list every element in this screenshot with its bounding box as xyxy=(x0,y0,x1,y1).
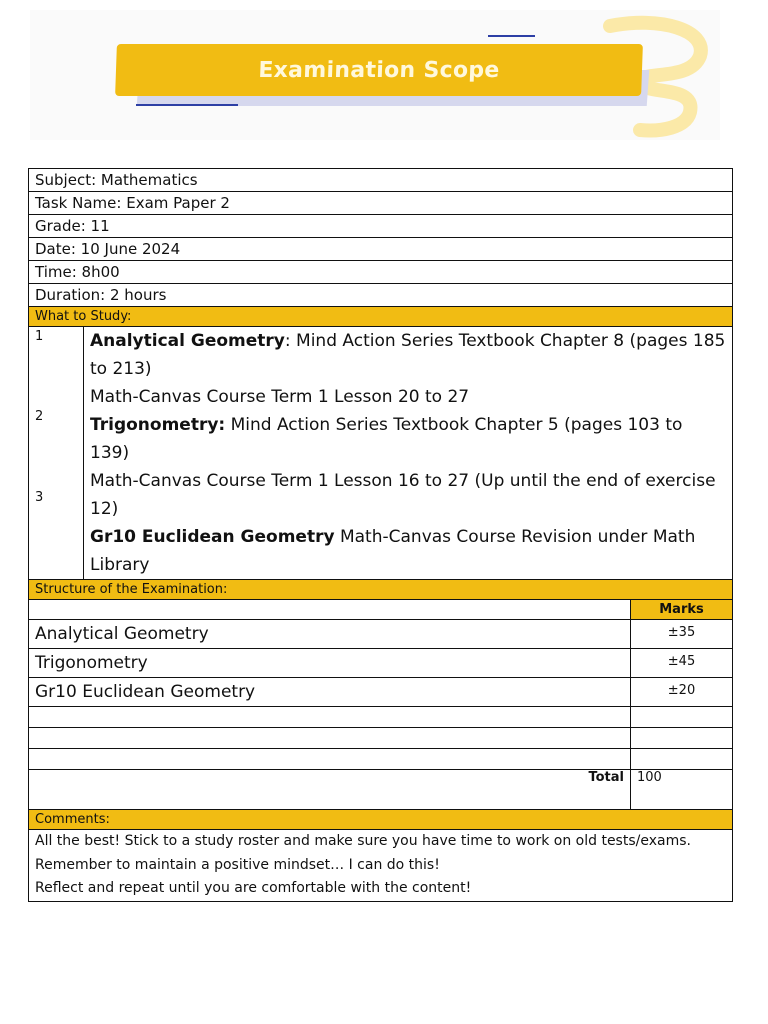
grade-field: Grade: 11 xyxy=(29,215,733,238)
study-numbers xyxy=(29,327,84,580)
empty-row xyxy=(29,707,733,728)
detail-row xyxy=(29,169,733,192)
marks-column-header: Marks xyxy=(631,600,733,620)
total-label: Total xyxy=(29,770,631,810)
exam-scope-table xyxy=(28,168,733,902)
study-detail: Mind Action Series Textbook Chapter 5 (pages 103 to 139) xyxy=(90,415,683,463)
total-row xyxy=(29,770,733,810)
comment-line: Remember to maintain a positive mindset… I can do this! xyxy=(35,856,440,873)
structure-header-blank xyxy=(29,600,631,620)
duration-field: Duration: 2 hours xyxy=(29,284,733,307)
study-item xyxy=(90,411,726,467)
study-number: 2 xyxy=(35,409,44,424)
comments-body xyxy=(29,830,733,902)
total-value: 100 xyxy=(631,770,733,810)
study-heading: What to Study: xyxy=(29,307,733,327)
detail-row xyxy=(29,215,733,238)
table-row xyxy=(29,678,733,707)
detail-row xyxy=(29,261,733,284)
study-separator: : xyxy=(284,331,297,351)
subject-field: Subject: Mathematics xyxy=(29,169,733,192)
task-name-field: Task Name: Exam Paper 2 xyxy=(29,192,733,215)
empty-cell xyxy=(631,707,733,728)
decorative-line xyxy=(136,104,238,106)
title-banner xyxy=(115,44,643,96)
study-number: 1 xyxy=(35,329,44,344)
empty-cell xyxy=(29,707,631,728)
section-name: Trigonometry xyxy=(29,649,631,678)
section-name: Gr10 Euclidean Geometry xyxy=(29,678,631,707)
page-title: Examination Scope xyxy=(257,57,501,83)
study-topic: Analytical Geometry xyxy=(90,331,285,351)
comment-line: All the best! Stick to a study roster and make sure you have time to work on old tests/exams. xyxy=(35,833,691,849)
study-item xyxy=(90,327,726,383)
study-number: 3 xyxy=(35,490,44,505)
study-course: Math-Canvas Course Term 1 Lesson 16 to 27 (Up until the end of exercise 12) xyxy=(90,471,716,519)
section-marks: ±20 xyxy=(631,678,733,707)
empty-cell xyxy=(631,728,733,749)
section-name: Analytical Geometry xyxy=(29,620,631,649)
study-content xyxy=(84,327,733,580)
empty-row xyxy=(29,749,733,770)
study-topic: Gr10 Euclidean Geometry xyxy=(90,527,335,547)
detail-row xyxy=(29,192,733,215)
structure-heading: Structure of the Examination: xyxy=(29,580,733,600)
empty-cell xyxy=(29,728,631,749)
study-topic: Trigonometry: xyxy=(90,415,226,435)
comment-line: Reflect and repeat until you are comfortable with the content! xyxy=(35,880,472,896)
detail-row xyxy=(29,284,733,307)
decorative-line xyxy=(488,35,535,37)
section-marks: ±45 xyxy=(631,649,733,678)
study-detail: Math-Canvas Course Revision under Math Library xyxy=(90,527,696,575)
comments-heading: Comments: xyxy=(29,810,733,830)
table-row xyxy=(29,649,733,678)
empty-cell xyxy=(631,749,733,770)
empty-row xyxy=(29,728,733,749)
study-course: Math-Canvas Course Term 1 Lesson 20 to 27 xyxy=(90,387,470,407)
detail-row xyxy=(29,238,733,261)
study-row xyxy=(29,327,733,580)
section-marks: ±35 xyxy=(631,620,733,649)
date-field: Date: 10 June 2024 xyxy=(29,238,733,261)
study-item xyxy=(90,523,726,579)
time-field: Time: 8h00 xyxy=(29,261,733,284)
study-detail: Mind Action Series Textbook Chapter 8 (pages 185 to 213) xyxy=(90,331,726,379)
table-row xyxy=(29,620,733,649)
empty-cell xyxy=(29,749,631,770)
